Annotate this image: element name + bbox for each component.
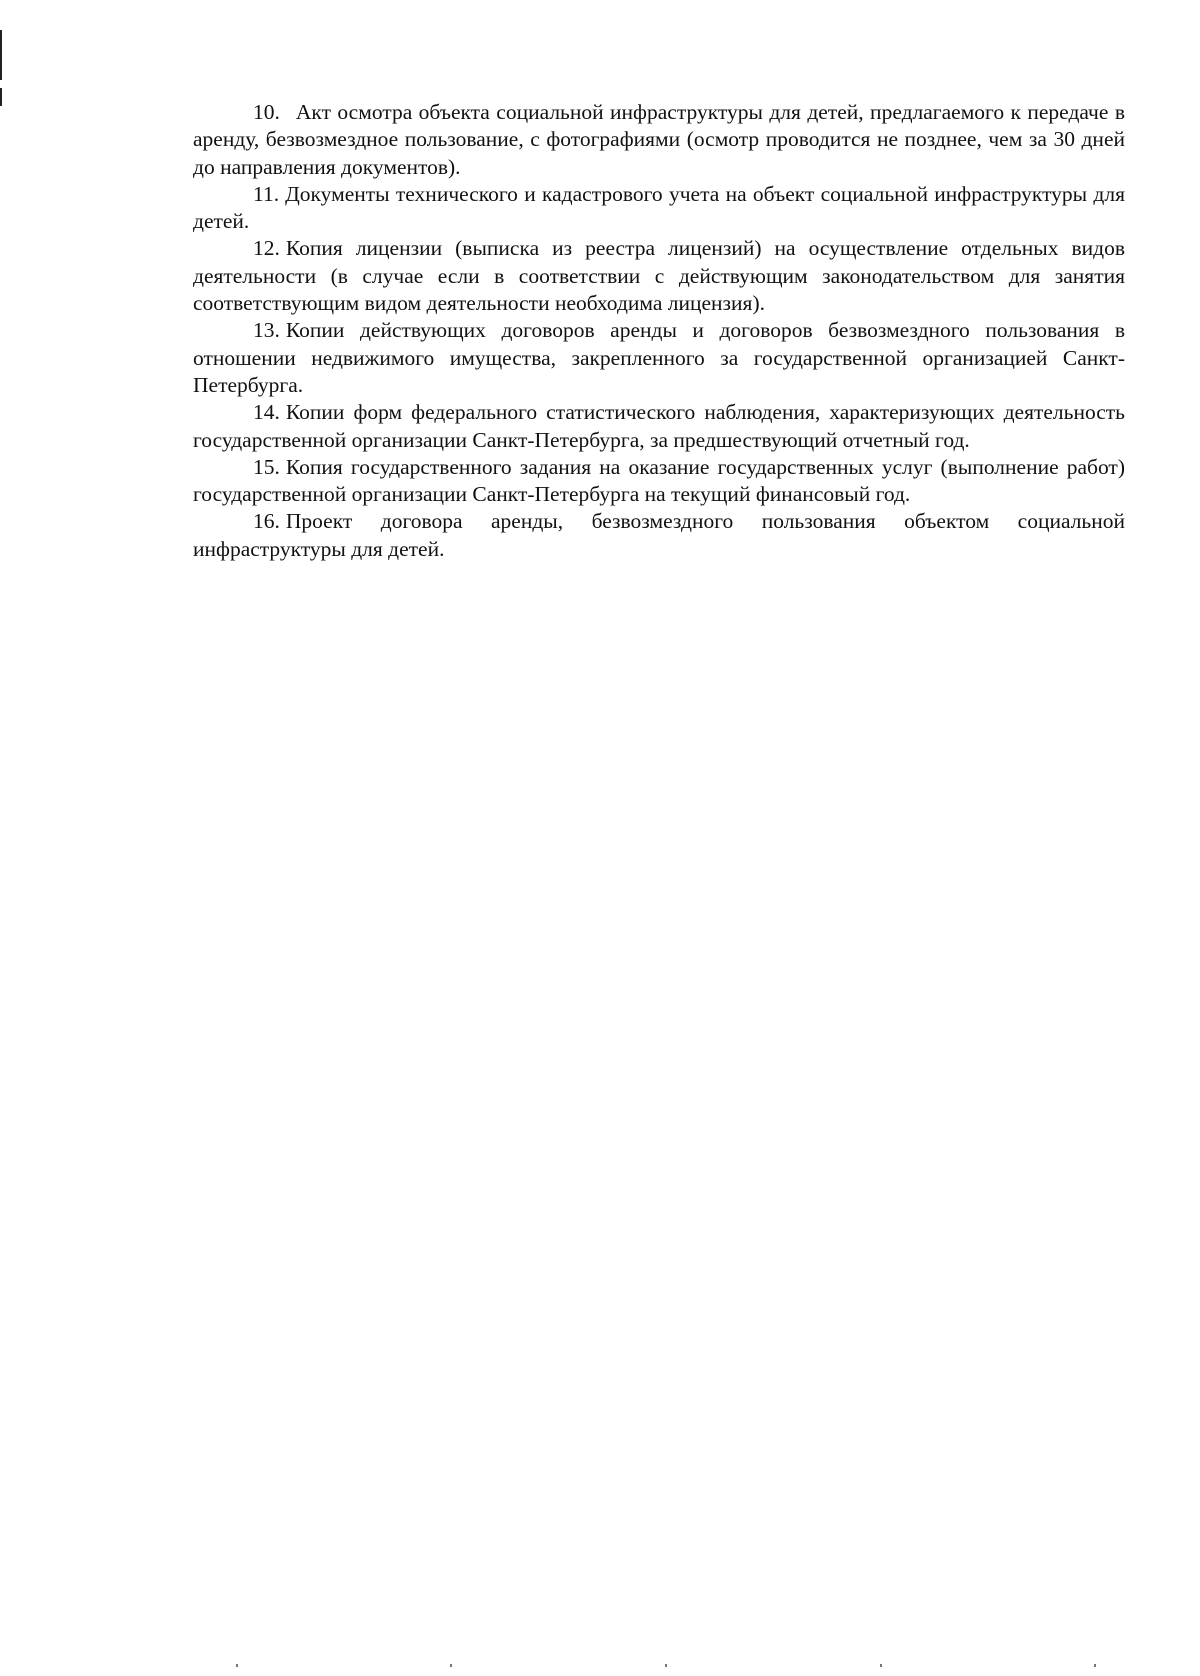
list-item	[193, 235, 1125, 317]
scan-dot	[236, 1664, 238, 1667]
scan-dot	[450, 1664, 452, 1667]
list-item	[193, 454, 1125, 509]
list-item	[193, 317, 1125, 399]
item-number: 16.	[253, 509, 280, 534]
item-text: Копия лицензии (выписка из реестра лицензий) на осуществление отдельных видов деятельности (в случае если в соответствии с действующим законодательством для занятия соответствующим видом деятельности необходима лицензия).	[193, 236, 1125, 316]
scan-dot	[880, 1664, 882, 1667]
item-text: Копии действующих договоров аренды и договоров безвозмездного пользования в отношении недвижимого имущества, закрепленного за государственной организацией Санкт-Петербурга.	[193, 318, 1125, 397]
item-text: Документы технического и кадастрового учета на объект социальной инфраструктуры для детей.	[193, 181, 1125, 234]
scan-edge-mark	[0, 88, 2, 106]
item-number: 11.	[253, 181, 280, 206]
item-text: Копия государственного задания на оказание государственных услуг (выполнение работ) государственной организации Санкт-Петербурга на текущий финансовый год.	[193, 454, 1125, 507]
scan-dot	[665, 1664, 667, 1667]
document-body	[193, 99, 1125, 563]
scan-edge-mark	[0, 30, 2, 80]
item-number: 15.	[253, 454, 280, 479]
item-number: 14.	[253, 400, 280, 425]
scan-dot	[1094, 1664, 1096, 1667]
list-item	[193, 399, 1125, 454]
item-text: Копии форм федерального статистического наблюдения, характеризующих деятельность государственной организации Санкт-Петербурга, за предшествующий отчетный год.	[193, 400, 1125, 452]
item-text: Проект договора аренды, безвозмездного пользования объектом социальной инфраструктуры для детей.	[193, 509, 1125, 561]
item-text: Акт осмотра объекта социальной инфраструктуры для детей, предлагаемого к передаче в аренду, безвозмездное пользование, с фотографиями (осмотр проводится не позднее, чем за 30 дней до направления документов).	[193, 100, 1125, 179]
list-item	[193, 508, 1125, 563]
item-number: 10.	[253, 100, 280, 124]
list-item	[193, 99, 1125, 181]
scan-bottom-marks	[0, 1664, 1200, 1668]
list-item	[193, 181, 1125, 236]
item-number: 13.	[253, 318, 280, 343]
item-number: 12.	[253, 236, 280, 261]
